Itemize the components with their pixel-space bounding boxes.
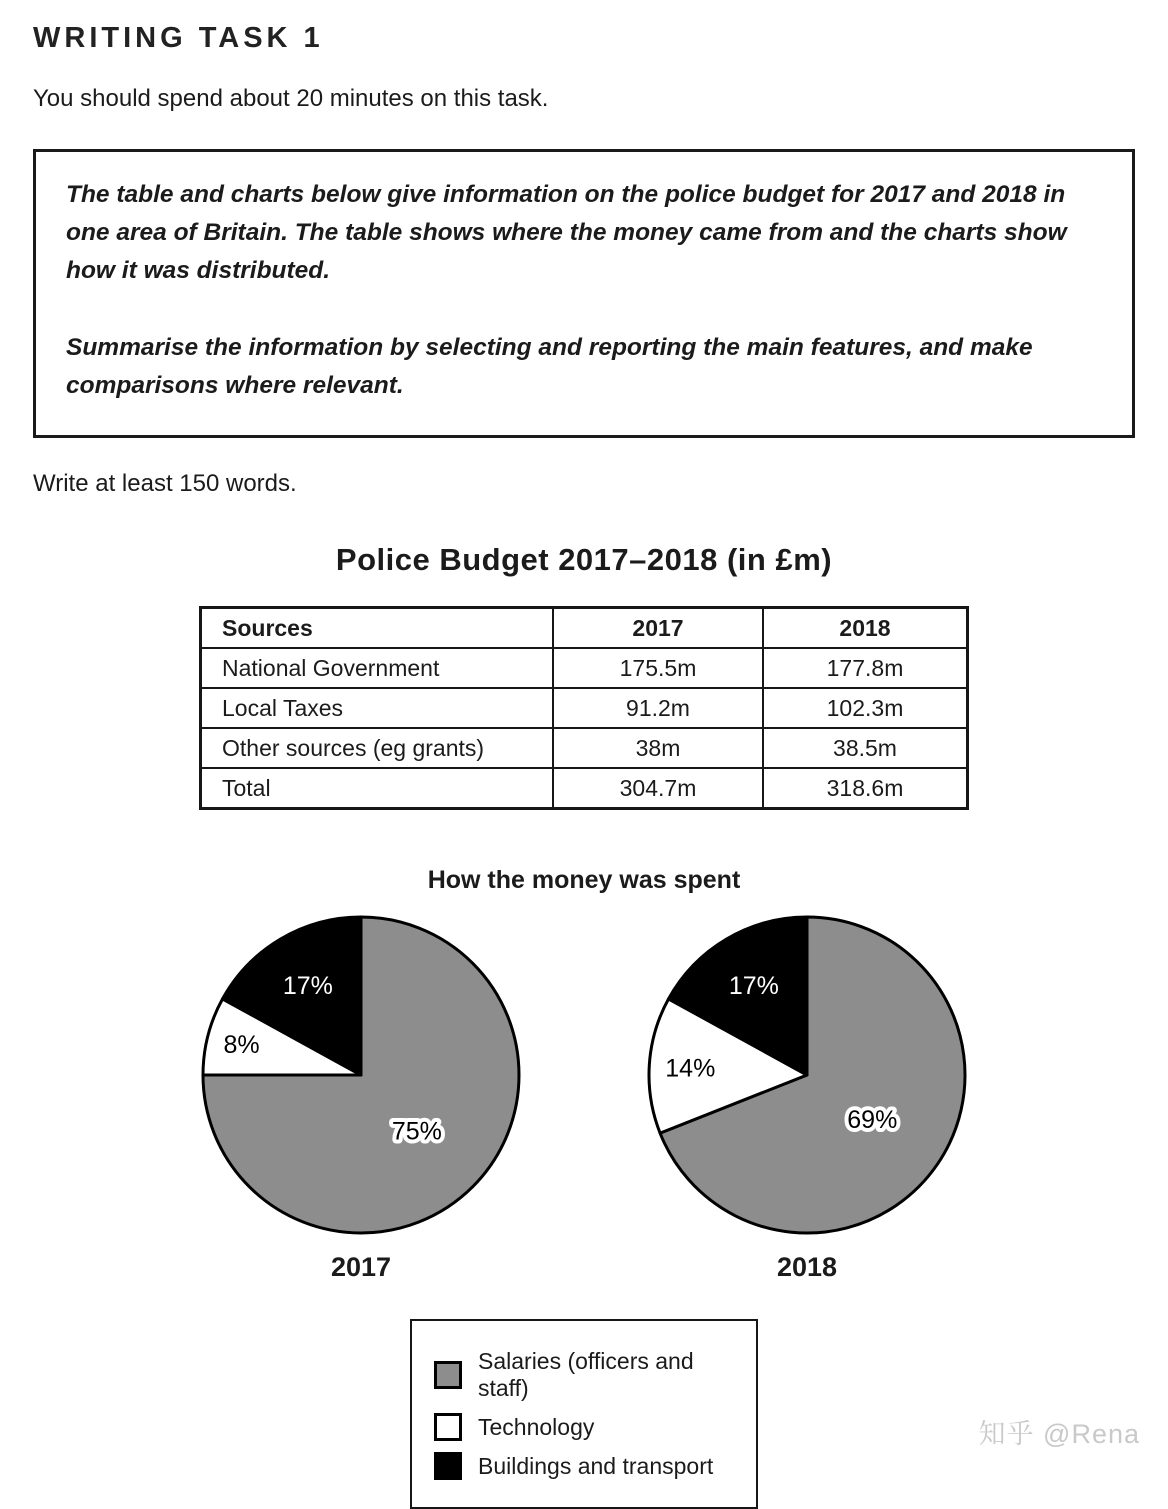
- table-cell: 38.5m: [763, 728, 968, 768]
- table-cell: 91.2m: [553, 688, 763, 728]
- legend-item: [434, 1348, 746, 1402]
- table-cell: 304.7m: [553, 768, 763, 809]
- pie-chart-2018: [639, 907, 975, 1248]
- table-cell: Other sources (eg grants): [201, 728, 554, 768]
- budget-table-body: [201, 648, 968, 809]
- task-prompt-paragraph-1: The table and charts below give information on the police budget for 2017 and 2018 in one area of Britain. The table shows where the money came from and the charts show how it was distributed.: [66, 181, 1067, 285]
- table-cell: 177.8m: [763, 648, 968, 688]
- task-time-note: You should spend about 20 minutes on this task.: [33, 85, 549, 112]
- pie-charts-row: [33, 907, 1135, 1283]
- pie-2017: [193, 907, 529, 1243]
- table-cell: 175.5m: [553, 648, 763, 688]
- budget-table-head: [201, 608, 968, 649]
- pie-caption-2017: 2017: [330, 1252, 392, 1283]
- legend-label: Technology: [478, 1413, 595, 1440]
- table-cell: National Government: [201, 648, 554, 688]
- table-header-cell: 2018: [763, 608, 968, 649]
- task-prompt-paragraph-2: Summarise the information by selecting and reporting the main features, and make comparisons where relevant.: [66, 333, 1033, 399]
- table-header-cell: 2017: [553, 608, 763, 649]
- legend-item: [434, 1452, 746, 1480]
- legend-swatch: [434, 1361, 462, 1389]
- watermark: 知乎 @Rena: [978, 1419, 1140, 1449]
- pie-chart-2017: [193, 907, 529, 1248]
- table-header-cell: Sources: [201, 608, 554, 649]
- table-row: [201, 768, 968, 809]
- budget-table: [199, 606, 969, 810]
- legend-swatch: [434, 1452, 462, 1480]
- figure-title: Police Budget 2017–2018 (in £m): [335, 542, 833, 578]
- table-row: [201, 728, 968, 768]
- pie-slice-label: 14%: [665, 1054, 716, 1083]
- pie-slice-label: 8%: [223, 1031, 260, 1060]
- table-cell: 102.3m: [763, 688, 968, 728]
- pie-2018: [639, 907, 975, 1243]
- pie-slice-label: 69%: [847, 1106, 898, 1135]
- chart-legend: [410, 1319, 758, 1509]
- task-prompt-box: [33, 149, 1135, 438]
- table-cell: Local Taxes: [201, 688, 554, 728]
- table-cell: Total: [201, 768, 554, 809]
- legend-swatch: [434, 1413, 462, 1441]
- pie-caption-2018: 2018: [776, 1252, 838, 1283]
- legend-label: Salaries (officers and staff): [478, 1348, 694, 1402]
- page-title: WRITING TASK 1: [33, 22, 324, 54]
- pie-slice-label: 75%: [391, 1117, 442, 1146]
- pie-block-2018: [639, 907, 975, 1283]
- table-cell: 318.6m: [763, 768, 968, 809]
- table-cell: 38m: [553, 728, 763, 768]
- word-count-note: Write at least 150 words.: [33, 470, 297, 498]
- pie-slice-label: 17%: [728, 972, 779, 1001]
- table-row: [201, 688, 968, 728]
- pie-block-2017: [193, 907, 529, 1283]
- pie-slice-label: 17%: [282, 972, 333, 1001]
- table-row: [201, 648, 968, 688]
- charts-title: How the money was spent: [427, 866, 741, 895]
- legend-label: Buildings and transport: [478, 1452, 714, 1479]
- legend-item: [434, 1413, 746, 1441]
- table-header-row: [201, 608, 968, 649]
